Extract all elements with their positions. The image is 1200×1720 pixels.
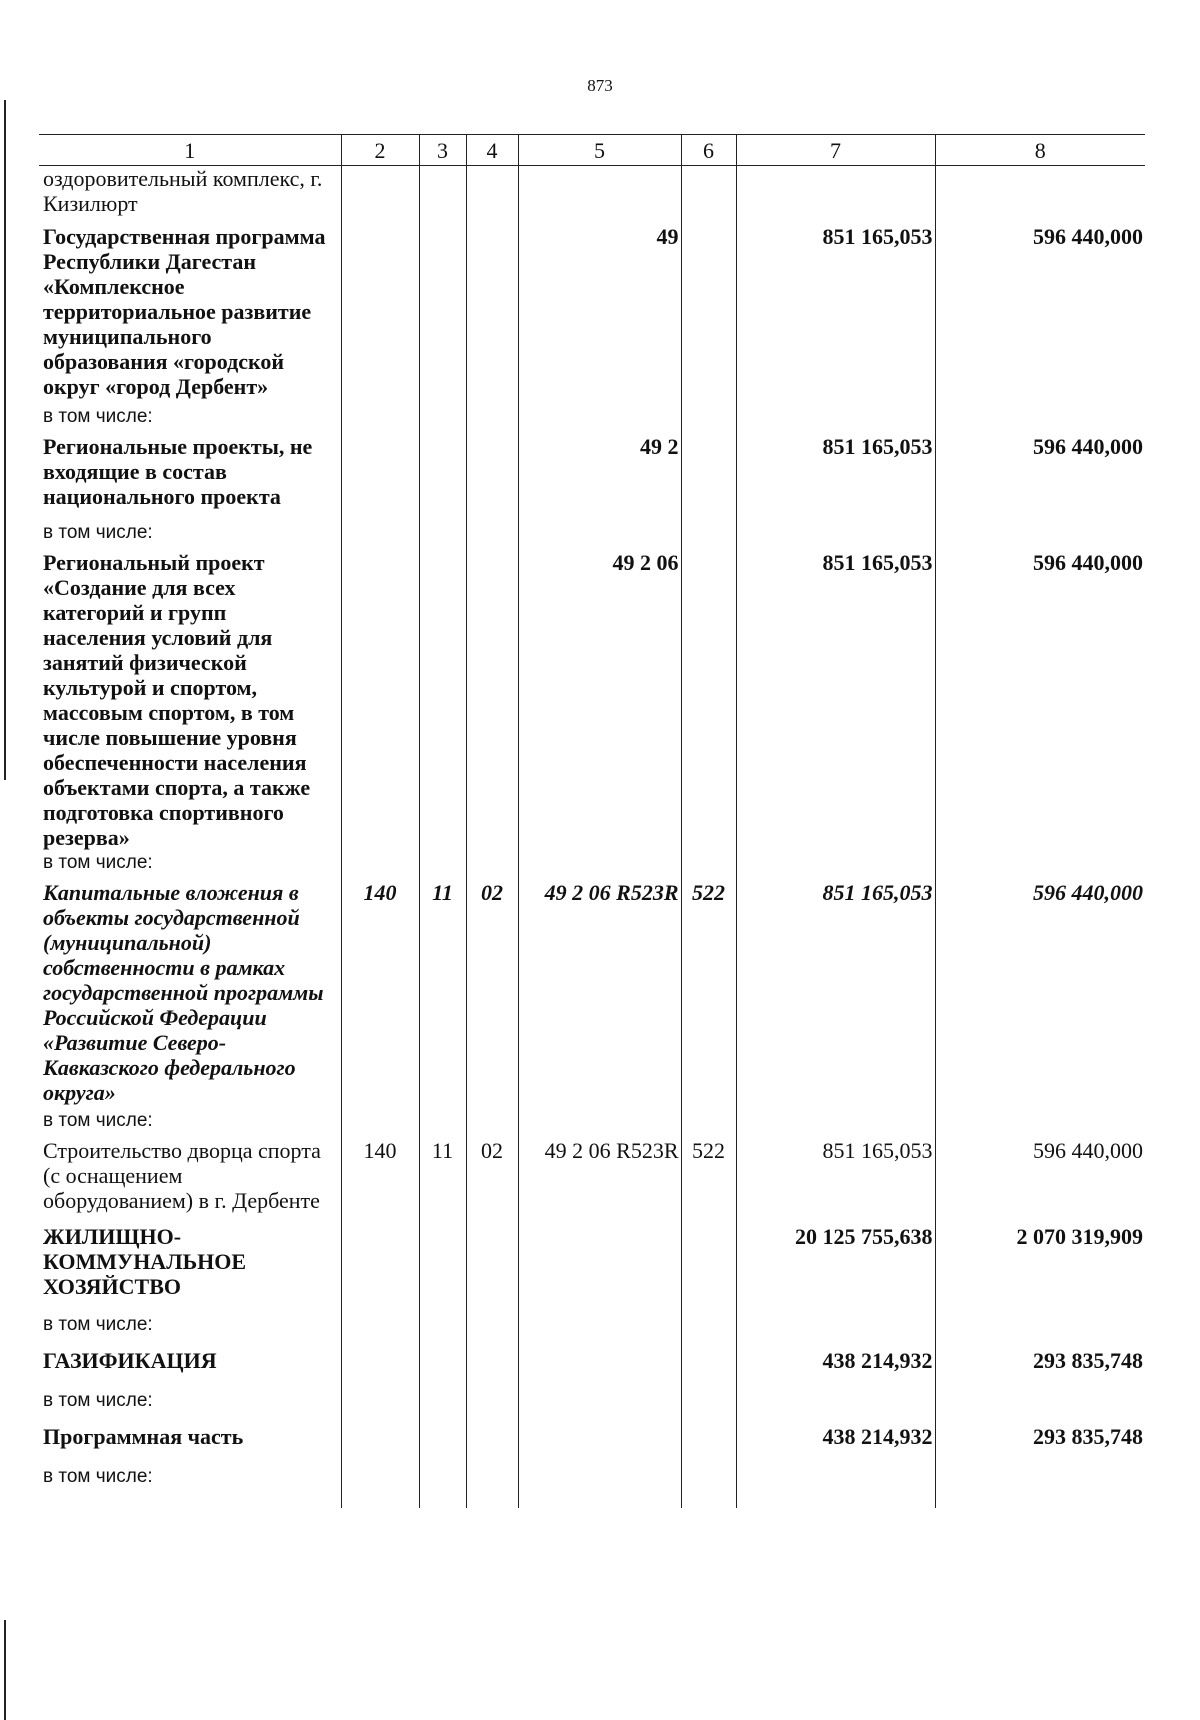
left-margin-line (4, 100, 6, 780)
cell-expense-type (681, 520, 736, 550)
cell-subsection-code (466, 166, 518, 225)
cell-target-article (518, 404, 681, 434)
header-col-1: 1 (39, 135, 341, 166)
cell-amount-year-1: 851 165,053 (736, 224, 935, 404)
cell-description: Строительство дворца спорта (с оснащением оборудованием) в г. Дербенте (43, 1138, 321, 1213)
cell-expense-type (681, 404, 736, 434)
cell-description: Капитальные вложения в объекты государственной (муниципальной) собственности в рамках государственной программы Российской Федерации «Развитие Северо-Кавказского федерального округа» (43, 880, 324, 1105)
cell-amount-year-2: 2 070 319,909 (935, 1224, 1145, 1312)
cell-description: в том числе: (43, 1466, 153, 1487)
cell-section-code (419, 1312, 466, 1348)
table-row (39, 880, 1145, 1108)
cell-expense-type (681, 434, 736, 520)
cell-subsection-code (466, 1108, 518, 1138)
table-row (39, 1312, 1145, 1348)
cell-amount-year-1: 851 165,053 (736, 880, 935, 1108)
cell-subsection-code: 02 (466, 880, 518, 1108)
cell-section-code (419, 224, 466, 404)
cell-expense-type: 522 (681, 1138, 736, 1224)
cell-amount-year-1 (736, 1312, 935, 1348)
cell-amount-year-1: 851 165,053 (736, 1138, 935, 1224)
cell-target-article (518, 166, 681, 225)
cell-target-article: 49 2 06 R523R (518, 880, 681, 1108)
header-col-8: 8 (935, 135, 1145, 166)
cell-amount-year-1 (736, 1108, 935, 1138)
cell-description: оздоровительный комплекс, г. Кизилюрт (43, 166, 323, 216)
cell-description: в том числе: (43, 1390, 153, 1411)
cell-subsection-code (466, 520, 518, 550)
header-col-7: 7 (736, 135, 935, 166)
cell-expense-type (681, 1464, 736, 1508)
cell-ministry-code: 140 (341, 880, 419, 1108)
cell-ministry-code (341, 1224, 419, 1312)
budget-table (39, 134, 1145, 1508)
cell-description: в том числе: (43, 852, 153, 873)
cell-ministry-code (341, 434, 419, 520)
cell-amount-year-2: 596 440,000 (935, 880, 1145, 1108)
cell-description: Программная часть (43, 1424, 244, 1449)
cell-section-code (419, 520, 466, 550)
table-row (39, 1464, 1145, 1508)
cell-expense-type (681, 1424, 736, 1464)
cell-amount-year-2: 293 835,748 (935, 1424, 1145, 1464)
cell-target-article (518, 1424, 681, 1464)
cell-ministry-code (341, 1464, 419, 1508)
cell-subsection-code (466, 1224, 518, 1312)
cell-amount-year-2: 596 440,000 (935, 550, 1145, 850)
cell-expense-type (681, 850, 736, 880)
cell-section-code (419, 166, 466, 225)
cell-subsection-code (466, 434, 518, 520)
cell-amount-year-1 (736, 1464, 935, 1508)
cell-amount-year-2: 596 440,000 (935, 1138, 1145, 1224)
cell-expense-type (681, 1388, 736, 1424)
cell-target-article (518, 1312, 681, 1348)
header-col-5: 5 (518, 135, 681, 166)
cell-section-code (419, 1464, 466, 1508)
cell-subsection-code (466, 404, 518, 434)
cell-subsection-code (466, 1388, 518, 1424)
header-col-2: 2 (341, 135, 419, 166)
cell-description: ГАЗИФИКАЦИЯ (43, 1348, 217, 1373)
cell-target-article (518, 1348, 681, 1388)
cell-amount-year-1: 438 214,932 (736, 1424, 935, 1464)
cell-subsection-code: 02 (466, 1138, 518, 1224)
table-row (39, 1224, 1145, 1312)
cell-ministry-code (341, 404, 419, 434)
cell-section-code (419, 1424, 466, 1464)
cell-target-article (518, 520, 681, 550)
cell-ministry-code (341, 1348, 419, 1388)
cell-expense-type (681, 550, 736, 850)
cell-amount-year-2 (935, 166, 1145, 225)
cell-ministry-code: 140 (341, 1138, 419, 1224)
cell-amount-year-1: 851 165,053 (736, 550, 935, 850)
page-number: 873 (587, 76, 613, 95)
header-col-3: 3 (419, 135, 466, 166)
table-row (39, 1424, 1145, 1464)
cell-section-code (419, 434, 466, 520)
table-row (39, 166, 1145, 225)
cell-amount-year-2 (935, 1108, 1145, 1138)
cell-section-code: 11 (419, 1138, 466, 1224)
cell-amount-year-2: 596 440,000 (935, 434, 1145, 520)
cell-section-code (419, 404, 466, 434)
cell-subsection-code (466, 850, 518, 880)
cell-expense-type (681, 224, 736, 404)
cell-expense-type (681, 1348, 736, 1388)
cell-amount-year-1: 20 125 755,638 (736, 1224, 935, 1312)
cell-target-article (518, 1108, 681, 1138)
cell-section-code (419, 1108, 466, 1138)
cell-ministry-code (341, 224, 419, 404)
cell-description: в том числе: (43, 1314, 153, 1335)
cell-section-code (419, 1224, 466, 1312)
table-row (39, 404, 1145, 434)
cell-target-article: 49 2 06 R523R (518, 1138, 681, 1224)
table-row (39, 1108, 1145, 1138)
cell-section-code (419, 1348, 466, 1388)
cell-subsection-code (466, 550, 518, 850)
cell-expense-type (681, 1108, 736, 1138)
cell-amount-year-1 (736, 166, 935, 225)
cell-section-code (419, 550, 466, 850)
cell-expense-type (681, 166, 736, 225)
cell-amount-year-1: 851 165,053 (736, 434, 935, 520)
cell-subsection-code (466, 1312, 518, 1348)
cell-amount-year-2: 293 835,748 (935, 1348, 1145, 1388)
cell-amount-year-2 (935, 1388, 1145, 1424)
cell-ministry-code (341, 166, 419, 225)
cell-subsection-code (466, 1424, 518, 1464)
cell-ministry-code (341, 1388, 419, 1424)
cell-target-article: 49 2 06 (518, 550, 681, 850)
cell-subsection-code (466, 1348, 518, 1388)
cell-amount-year-1 (736, 1388, 935, 1424)
header-col-4: 4 (466, 135, 518, 166)
cell-ministry-code (341, 1424, 419, 1464)
header-row (39, 135, 1145, 166)
cell-description: Региональный проект «Создание для всех категорий и групп населения условий для занятий физической культурой и спортом, массовым спортом, в том числе повышение уровня обеспеченности населения объектами спорта, а также подготовка спортивного резерва» (43, 550, 311, 850)
cell-target-article (518, 1464, 681, 1508)
cell-ministry-code (341, 1108, 419, 1138)
table-row (39, 434, 1145, 520)
table-row (39, 1138, 1145, 1224)
cell-description: в том числе: (43, 406, 153, 427)
cell-ministry-code (341, 550, 419, 850)
cell-subsection-code (466, 224, 518, 404)
cell-ministry-code (341, 520, 419, 550)
cell-target-article: 49 (518, 224, 681, 404)
cell-target-article (518, 1388, 681, 1424)
table-row (39, 520, 1145, 550)
table-row (39, 850, 1145, 880)
table-row (39, 1348, 1145, 1388)
cell-amount-year-2 (935, 520, 1145, 550)
table-row (39, 550, 1145, 850)
left-margin-line-bottom (4, 1620, 6, 1720)
cell-target-article: 49 2 (518, 434, 681, 520)
cell-section-code: 11 (419, 880, 466, 1108)
cell-amount-year-2 (935, 1464, 1145, 1508)
cell-amount-year-2 (935, 404, 1145, 434)
table-row (39, 224, 1145, 404)
cell-description: Государственная программа Республики Дагестан «Комплексное территориальное развитие муниципального образования «городской округ «город Дербент» (43, 224, 326, 399)
cell-description: ЖИЛИЩНО-КОММУНАЛЬНОЕ ХОЗЯЙСТВО (43, 1224, 247, 1299)
cell-description: Региональные проекты, не входящие в состав национального проекта (43, 434, 313, 509)
table-body (39, 166, 1145, 1509)
cell-amount-year-2 (935, 850, 1145, 880)
cell-amount-year-1 (736, 850, 935, 880)
cell-ministry-code (341, 1312, 419, 1348)
cell-amount-year-2 (935, 1312, 1145, 1348)
cell-ministry-code (341, 850, 419, 880)
cell-amount-year-1 (736, 520, 935, 550)
cell-amount-year-2: 596 440,000 (935, 224, 1145, 404)
cell-target-article (518, 850, 681, 880)
cell-target-article (518, 1224, 681, 1312)
cell-description: в том числе: (43, 522, 153, 543)
cell-subsection-code (466, 1464, 518, 1508)
table-row (39, 1388, 1145, 1424)
cell-amount-year-1: 438 214,932 (736, 1348, 935, 1388)
cell-expense-type (681, 1312, 736, 1348)
cell-expense-type (681, 1224, 736, 1312)
cell-section-code (419, 1388, 466, 1424)
cell-section-code (419, 850, 466, 880)
cell-amount-year-1 (736, 404, 935, 434)
cell-expense-type: 522 (681, 880, 736, 1108)
cell-description: в том числе: (43, 1110, 153, 1131)
header-col-6: 6 (681, 135, 736, 166)
